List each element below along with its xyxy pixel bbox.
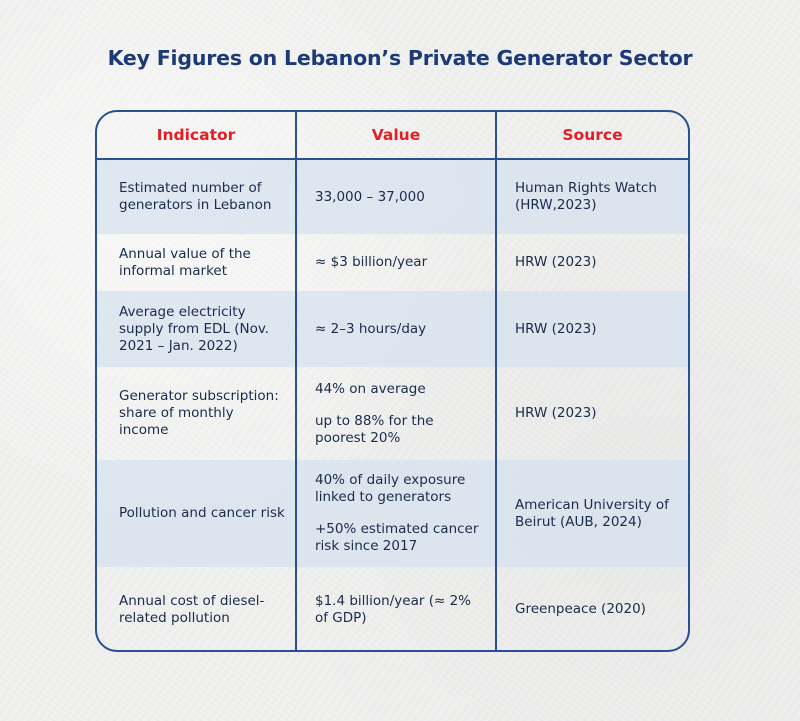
table-header-row — [97, 112, 688, 159]
indicator-cell — [97, 367, 296, 460]
indicator-text: Pollution and cancer risk — [119, 505, 285, 521]
table-row — [97, 460, 688, 567]
source-cell — [496, 567, 688, 652]
table-row — [97, 234, 688, 291]
table-row — [97, 567, 688, 652]
value-spacer — [297, 506, 495, 521]
value-text-primary: 44% on average — [315, 380, 426, 397]
table-row — [97, 159, 688, 234]
indicator-text: Annual value of the informal market — [119, 245, 251, 279]
indicator-cell — [97, 291, 296, 367]
indicator-cell — [97, 234, 296, 291]
value-text: ≈ $3 billion/year — [315, 254, 428, 270]
source-cell — [496, 159, 688, 234]
value-text: $1.4 billion/year (≈ 2% of GDP) — [315, 592, 471, 626]
value-cell — [296, 234, 496, 291]
figures-table-grid — [97, 112, 688, 652]
page-title: Key Figures on Lebanon’s Private Generator Sector — [107, 46, 693, 70]
value-text: 33,000 – 37,000 — [315, 188, 425, 205]
source-text: HRW (2023) — [515, 320, 597, 337]
value-cell — [296, 567, 496, 652]
value-cell — [296, 159, 496, 234]
indicator-cell — [97, 460, 296, 567]
source-cell — [496, 367, 688, 460]
table-row — [97, 291, 688, 367]
header-source: Source — [496, 112, 688, 159]
source-text: HRW (2023) — [515, 254, 597, 270]
header-value: Value — [296, 112, 496, 159]
source-cell — [496, 234, 688, 291]
source-text: American University of Beirut (AUB, 2024) — [515, 496, 669, 530]
indicator-text: Annual cost of diesel-related pollution — [119, 592, 265, 626]
source-text: HRW (2023) — [515, 405, 597, 421]
source-text: Greenpeace (2020) — [515, 601, 646, 617]
value-text-secondary: +50% estimated cancer risk since 2017 — [315, 521, 479, 554]
indicator-cell — [97, 159, 296, 234]
source-cell — [496, 460, 688, 567]
value-text: ≈ 2–3 hours/day — [315, 320, 427, 337]
value-cell — [296, 460, 496, 567]
figures-table — [95, 110, 690, 652]
value-cell — [296, 367, 496, 460]
header-indicator: Indicator — [97, 112, 296, 159]
indicator-text: Average electricity supply from EDL (Nov. 2021 – Jan. 2022) — [119, 303, 270, 354]
source-cell — [496, 291, 688, 367]
value-text-secondary: up to 88% for the poorest 20% — [315, 412, 434, 446]
indicator-text: Estimated number of generators in Lebanon — [119, 180, 272, 213]
table-row — [97, 367, 688, 460]
source-text: Human Rights Watch (HRW,2023) — [515, 180, 657, 213]
value-text-primary: 40% of daily exposure linked to generators — [315, 472, 466, 505]
value-spacer — [297, 398, 495, 413]
value-cell — [296, 291, 496, 367]
indicator-text: Generator subscription: share of monthly income — [119, 388, 279, 438]
indicator-cell — [97, 567, 296, 652]
